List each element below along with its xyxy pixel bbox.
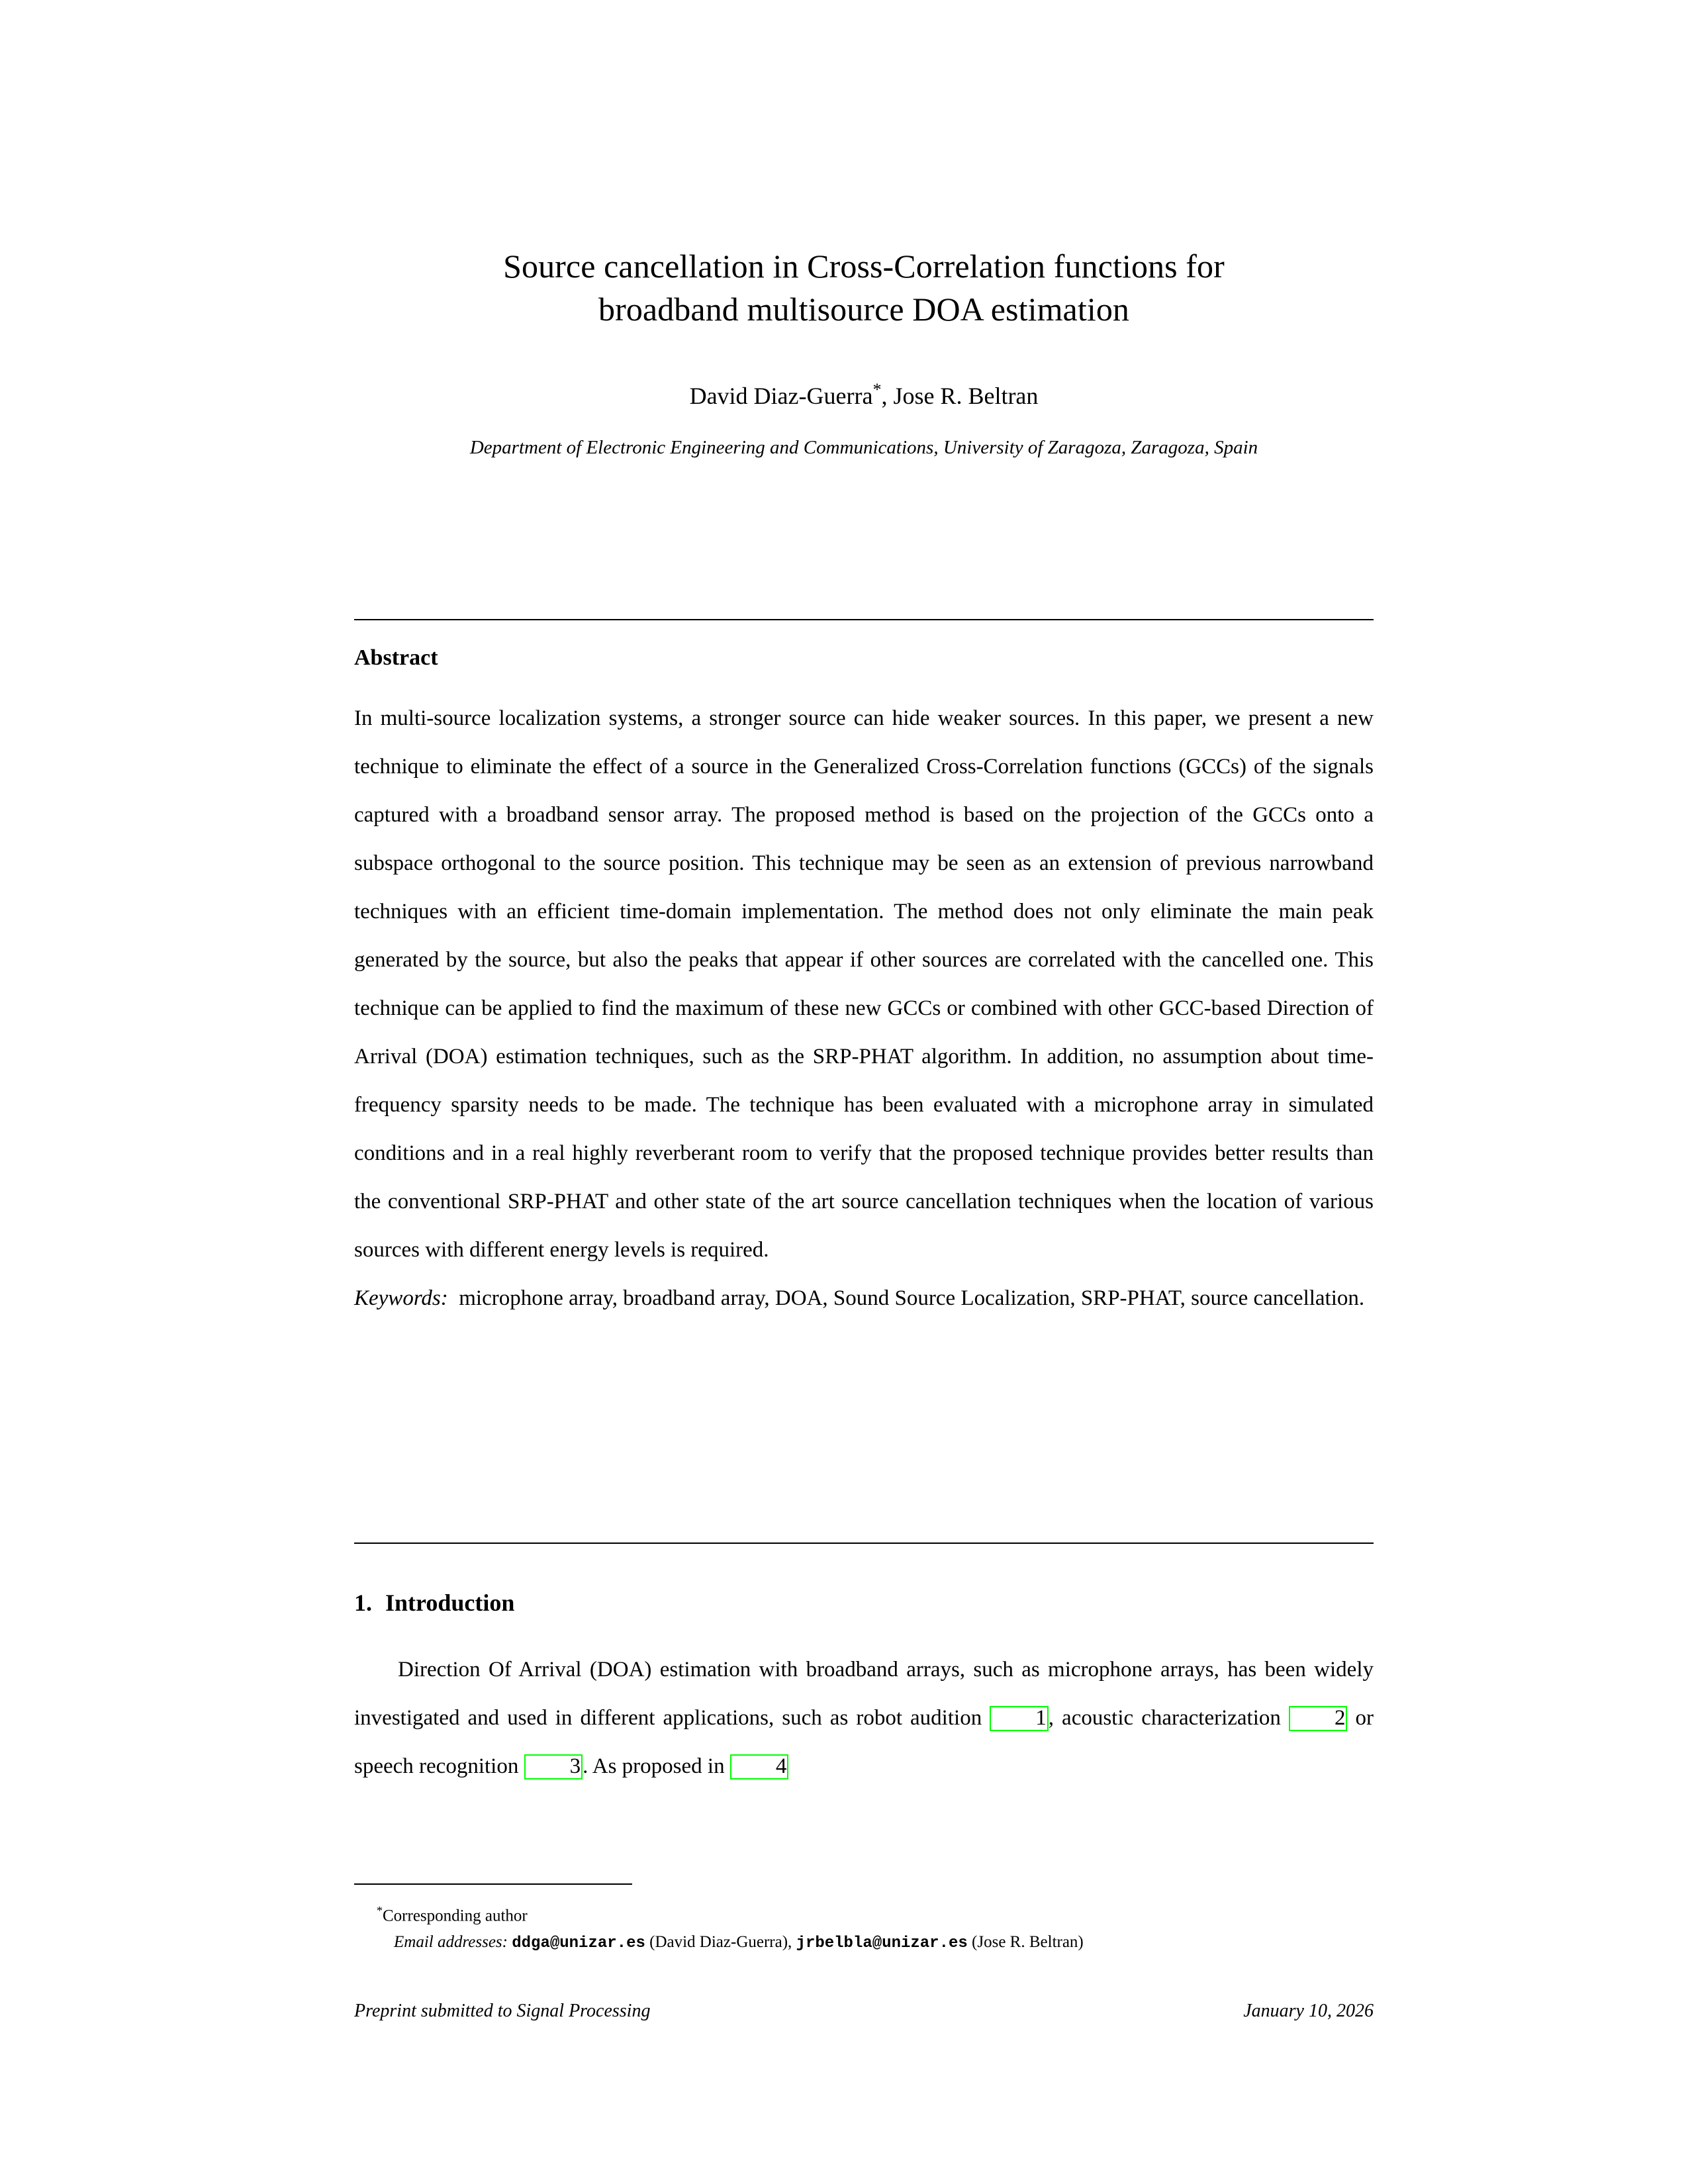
email-link-1[interactable]: ddga@unizar.es <box>512 1934 645 1953</box>
intro-text-b: , acoustic characterization <box>1048 1706 1289 1730</box>
title-line-1: Source cancellation in Cross-Correlation functions for <box>503 248 1225 285</box>
affiliation: Department of Electronic Engineering and Communications, University of Zaragoza, Zaragoza, Spain <box>469 436 1258 458</box>
footnote-email-label: Email addresses: <box>394 1933 508 1952</box>
footnote-corresponding-author <box>354 1897 1374 1929</box>
citation-number-1: 1 <box>1035 1706 1047 1730</box>
citation-number-3: 3 <box>569 1754 581 1778</box>
email-owner-2: (Jose R. Beltran) <box>972 1933 1084 1952</box>
abstract-section <box>354 645 1374 1323</box>
abstract-top-rule <box>354 619 1374 620</box>
citation-link-1[interactable] <box>990 1706 1049 1731</box>
abstract-bottom-rule <box>354 1543 1374 1544</box>
keywords-line <box>354 1274 1374 1323</box>
introduction-paragraph <box>354 1646 1374 1791</box>
author-name-secondary: , Jose R. Beltran <box>881 383 1039 409</box>
email-link-2[interactable]: jrbelbla@unizar.es <box>796 1934 968 1953</box>
keywords-text: microphone array, broadband array, DOA, Sound Source Localization, SRP-PHAT, source cancellation. <box>459 1286 1365 1310</box>
intro-text-c: or speech recognition <box>354 1706 1374 1778</box>
abstract-body: In multi-source localization systems, a stronger source can hide weaker sources. In this paper, we present a new technique to eliminate the effect of a source in the Generalized Cross-Correlation functions (GCCs) of the signals captured with a broadband sensor array. The proposed method is based on the projection of the GCCs onto a subspace orthogonal to the source position. This technique may be seen as an extension of previous narrowband techniques with an efficient time-domain implementation. The method does not only eliminate the main peak generated by the source, but also the peaks that appear if other sources are correlated with the cancelled one. This technique can be applied to find the maximum of these new GCCs or combined with other GCC-based Direction of Arrival (DOA) estimation techniques, such as the SRP-PHAT algorithm. In addition, no assumption about time-frequency sparsity needs to be made. The technique has been evaluated with a microphone array in simulated conditions and in a real highly reverberant room to verify that the proposed technique provides better results than the conventional SRP-PHAT and other state of the art source cancellation techniques when the location of various sources with different energy levels is required. <box>354 706 1374 1262</box>
citation-link-2[interactable] <box>1289 1706 1348 1731</box>
corresponding-author-marker: * <box>872 380 882 399</box>
footnote-emails <box>354 1929 1374 1957</box>
title-line-2: broadband multisource DOA estimation <box>598 291 1130 328</box>
footnote-star-marker: * <box>377 1904 383 1917</box>
citation-link-3[interactable] <box>524 1754 583 1780</box>
title-block <box>354 245 1374 461</box>
citation-link-4[interactable] <box>730 1754 789 1780</box>
abstract-heading: Abstract <box>354 645 438 670</box>
intro-text-a: Direction Of Arrival (DOA) estimation with broadband arrays, such as microphone arrays, has been widely investigated and used in different applications, such as robot audition <box>354 1658 1374 1730</box>
section-title-text: Introduction <box>385 1590 515 1616</box>
citation-number-4: 4 <box>775 1754 787 1778</box>
author-name-primary: David Diaz-Guerra <box>689 383 873 409</box>
keywords-label: Keywords: <box>354 1286 448 1310</box>
page-title <box>354 245 1374 331</box>
section-number: 1. <box>354 1590 372 1616</box>
page-footer <box>354 2001 1374 2022</box>
email-owner-1: (David Diaz-Guerra), <box>649 1933 792 1952</box>
footnote-block <box>354 1897 1374 1957</box>
introduction-section <box>354 1589 1374 1791</box>
footnote-corresponding-text: Corresponding author <box>383 1907 528 1925</box>
author-list <box>354 379 1374 412</box>
footnote-separator-rule <box>354 1883 632 1885</box>
section-heading-introduction <box>354 1589 1374 1617</box>
intro-text-d: . As proposed in <box>583 1754 730 1778</box>
footer-date: January 10, 2026 <box>1243 2001 1374 2021</box>
footer-preprint-note: Preprint submitted to Signal Processing <box>354 2001 651 2021</box>
citation-number-2: 2 <box>1334 1706 1346 1730</box>
